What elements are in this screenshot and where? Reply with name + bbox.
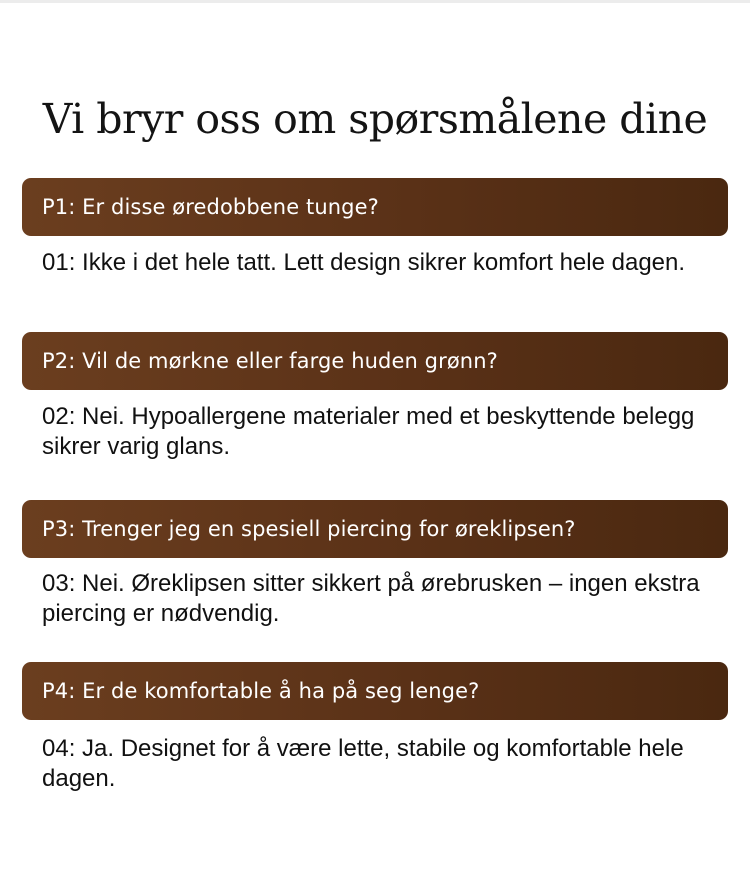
faq-question-2[interactable]: P2: Vil de mørkne eller farge huden grønn? (22, 332, 728, 390)
faq-answer-2: 02: Nei. Hypoallergene materialer med et beskyttende belegg sikrer varig glans. (42, 403, 695, 460)
faq-answer-3: 03: Nei. Øreklipsen sitter sikkert på ørebrusken – ingen ekstra piercing er nødvendig. (42, 570, 700, 627)
faq-answer-4: 04: Ja. Designet for å være lette, stabile og komfortable hele dagen. (42, 735, 684, 792)
faq-question-1[interactable]: P1: Er disse øredobbene tunge? (22, 178, 728, 236)
faq-answer-1: 01: Ikke i det hele tatt. Lett design sikrer komfort hele dagen. (42, 249, 686, 276)
faq-question-3[interactable]: P3: Trenger jeg en spesiell piercing for øreklipsen? (22, 500, 728, 558)
page-title: Vi bryr oss om spørsmålene dine (42, 95, 708, 143)
faq-question-4[interactable]: P4: Er de komfortable å ha på seg lenge? (22, 662, 728, 720)
